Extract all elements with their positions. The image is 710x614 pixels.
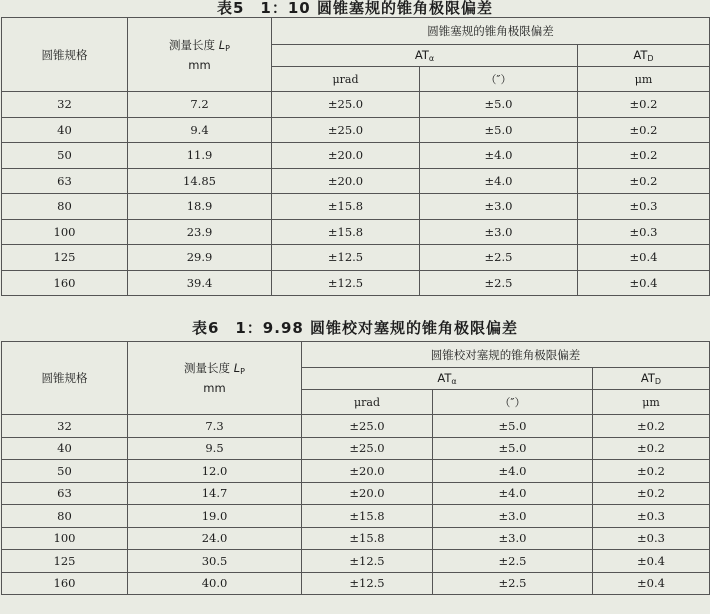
table6-cell-cone-spec: 32 [2, 415, 128, 438]
table5-cell-cone-spec: 160 [2, 270, 128, 296]
table6-header-at-d: $AT_D$ [593, 368, 710, 390]
table5-cell-measure-length: 39.4 [128, 270, 272, 296]
table6-unit-urad: μrad [302, 390, 433, 415]
table6-cell-at-d-um: ±0.3 [593, 527, 710, 550]
table5-unit-urad: μrad [272, 67, 420, 92]
table6-cell-measure-length: 14.7 [128, 482, 302, 505]
table6-row [2, 415, 710, 438]
table5-cell-at-alpha-sec: ±5.0 [420, 92, 578, 118]
table5-cell-cone-spec: 32 [2, 92, 128, 118]
table6-cell-cone-spec: 40 [2, 437, 128, 460]
table5-cell-at-d-um: ±0.3 [578, 194, 710, 220]
table5-cell-at-d-um: ±0.3 [578, 219, 710, 245]
table6-row [2, 437, 710, 460]
table6-cell-cone-spec: 125 [2, 550, 128, 573]
table5-header-cone-spec: 圆锥规格 [2, 18, 128, 92]
table5-header-at-alpha: $AT_\alpha$ [272, 45, 578, 67]
table5-cell-at-alpha-sec: ±4.0 [420, 143, 578, 169]
table5-row [2, 168, 710, 194]
table6-cell-at-alpha-urad: ±15.8 [302, 505, 433, 528]
table6-cell-measure-length: 24.0 [128, 527, 302, 550]
table5-cell-cone-spec: 125 [2, 245, 128, 271]
table6-cell-measure-length: 30.5 [128, 550, 302, 573]
table5-cell-at-alpha-sec: ±4.0 [420, 168, 578, 194]
table6-cell-at-d-um: ±0.2 [593, 482, 710, 505]
table5-cell-at-d-um: ±0.4 [578, 270, 710, 296]
table6-cell-at-alpha-sec: ±3.0 [433, 505, 593, 528]
table5-row [2, 219, 710, 245]
table5-row [2, 117, 710, 143]
table6-cell-cone-spec: 50 [2, 460, 128, 483]
table5-cell-at-d-um: ±0.2 [578, 117, 710, 143]
table6-cell-at-alpha-urad: ±15.8 [302, 527, 433, 550]
table6-row [2, 572, 710, 595]
table5-cell-at-alpha-sec: ±2.5 [420, 245, 578, 271]
table5-cell-cone-spec: 40 [2, 117, 128, 143]
table6-cell-at-alpha-sec: ±5.0 [433, 437, 593, 460]
table6-cell-at-alpha-urad: ±25.0 [302, 415, 433, 438]
table5-cell-at-d-um: ±0.2 [578, 168, 710, 194]
table6-header-at-alpha: $AT_\alpha$ [302, 368, 593, 390]
table6 [1, 341, 710, 595]
table5-cell-at-alpha-urad: ±25.0 [272, 117, 420, 143]
table5-unit-sec: （″） [420, 67, 578, 92]
table5-cell-at-alpha-urad: ±25.0 [272, 92, 420, 118]
table5-cell-at-alpha-sec: ±5.0 [420, 117, 578, 143]
table6-header-group: 圆锥校对塞规的锥角极限偏差 [302, 342, 710, 368]
table6-cell-at-alpha-urad: ±20.0 [302, 460, 433, 483]
table5-cell-cone-spec: 100 [2, 219, 128, 245]
table6-cell-cone-spec: 63 [2, 482, 128, 505]
table6-cell-at-alpha-sec: ±4.0 [433, 482, 593, 505]
table6-cell-at-alpha-urad: ±25.0 [302, 437, 433, 460]
table5-header-measure-length: 测量长度 $L_P$ mm [128, 18, 272, 92]
table6-cell-at-alpha-sec: ±3.0 [433, 527, 593, 550]
table5-cell-at-alpha-urad: ±12.5 [272, 270, 420, 296]
table5-row [2, 92, 710, 118]
table5-cell-at-d-um: ±0.4 [578, 245, 710, 271]
table5-row [2, 194, 710, 220]
table6-cell-measure-length: 40.0 [128, 572, 302, 595]
table5-cell-measure-length: 14.85 [128, 168, 272, 194]
table6-cell-measure-length: 19.0 [128, 505, 302, 528]
table5-cell-measure-length: 29.9 [128, 245, 272, 271]
table5-cell-cone-spec: 80 [2, 194, 128, 220]
table6-title: 表6 1：9.98 圆锥校对塞规的锥角极限偏差 [191, 319, 519, 337]
table6-row [2, 460, 710, 483]
table5-title: 表5 1：10 圆锥塞规的锥角极限偏差 [217, 0, 493, 17]
table5-cell-at-alpha-sec: ±3.0 [420, 219, 578, 245]
table5-cell-at-alpha-sec: ±3.0 [420, 194, 578, 220]
table6-cell-at-alpha-urad: ±20.0 [302, 482, 433, 505]
table5-row [2, 270, 710, 296]
table6-cell-at-alpha-sec: ±5.0 [433, 415, 593, 438]
table6-cell-measure-length: 7.3 [128, 415, 302, 438]
table6-cell-at-alpha-sec: ±4.0 [433, 460, 593, 483]
table6-cell-at-d-um: ±0.2 [593, 415, 710, 438]
table6-cell-cone-spec: 100 [2, 527, 128, 550]
table5-cell-cone-spec: 63 [2, 168, 128, 194]
table6-cell-cone-spec: 80 [2, 505, 128, 528]
table5-cell-measure-length: 18.9 [128, 194, 272, 220]
table6-cell-at-alpha-sec: ±2.5 [433, 572, 593, 595]
table6-row [2, 482, 710, 505]
table6-cell-at-alpha-urad: ±12.5 [302, 572, 433, 595]
table6-cell-measure-length: 9.5 [128, 437, 302, 460]
table5 [1, 17, 710, 296]
table5-cell-at-alpha-sec: ±2.5 [420, 270, 578, 296]
table5-cell-measure-length: 9.4 [128, 117, 272, 143]
table5-cell-at-d-um: ±0.2 [578, 143, 710, 169]
table5-body [2, 92, 710, 296]
table5-unit-um: μm [578, 67, 710, 92]
table6-cell-at-d-um: ±0.2 [593, 460, 710, 483]
table5-cell-at-d-um: ±0.2 [578, 92, 710, 118]
table6-cell-at-d-um: ±0.4 [593, 572, 710, 595]
table5-cell-at-alpha-urad: ±20.0 [272, 168, 420, 194]
table5-cell-measure-length: 11.9 [128, 143, 272, 169]
table6-header-cone-spec: 圆锥规格 [2, 342, 128, 415]
table5-header-at-d: $AT_D$ [578, 45, 710, 67]
table6-header-measure-length: 测量长度 $L_P$ mm [128, 342, 302, 415]
table5-cell-cone-spec: 50 [2, 143, 128, 169]
table5-cell-at-alpha-urad: ±12.5 [272, 245, 420, 271]
table5-cell-at-alpha-urad: ±15.8 [272, 219, 420, 245]
table5-row [2, 143, 710, 169]
table6-cell-measure-length: 12.0 [128, 460, 302, 483]
table5-header-group: 圆锥塞规的锥角极限偏差 [272, 18, 710, 45]
table6-cell-at-d-um: ±0.3 [593, 505, 710, 528]
table5-cell-measure-length: 7.2 [128, 92, 272, 118]
table6-body [2, 415, 710, 595]
table6-cell-at-alpha-sec: ±2.5 [433, 550, 593, 573]
table5-cell-at-alpha-urad: ±15.8 [272, 194, 420, 220]
table6-cell-cone-spec: 160 [2, 572, 128, 595]
table6-cell-at-d-um: ±0.4 [593, 550, 710, 573]
table6-row [2, 550, 710, 573]
table6-cell-at-alpha-urad: ±12.5 [302, 550, 433, 573]
table6-unit-sec: （″） [433, 390, 593, 415]
table5-cell-measure-length: 23.9 [128, 219, 272, 245]
table5-cell-at-alpha-urad: ±20.0 [272, 143, 420, 169]
table6-cell-at-d-um: ±0.2 [593, 437, 710, 460]
table5-row [2, 245, 710, 271]
table6-row [2, 527, 710, 550]
table6-unit-um: μm [593, 390, 710, 415]
table6-row [2, 505, 710, 528]
